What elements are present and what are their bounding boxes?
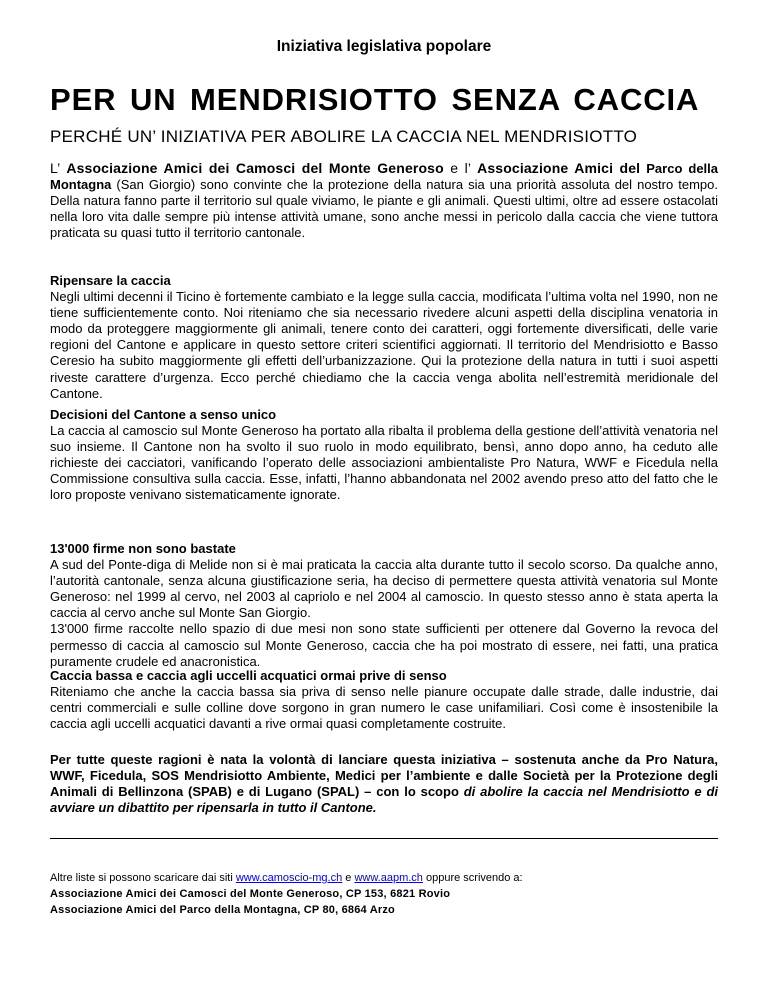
footer-text-2: e bbox=[342, 872, 355, 884]
section-heading: Decisioni del Cantone a senso unico bbox=[50, 407, 277, 422]
section-body: La caccia al camoscio sul Monte Generoso ha portato alla ribalta il problema della gestione dell’attività venatoria nel suo insieme. Il Cantone non ha svolto il suo ruolo in modo equilibrato, bensì, anno dopo anno, ha ceduto alle richieste dei cacciatori, vanificando l’operato delle associazioni ambientaliste Pro Natura, WWF e Ficedula nella Commissione consultiva sulla caccia. Esse, infatti, l’hanno abbandonata nel 2002 avendo preso atto del fatto che le loro proposte venivano sistematicamente ignorate. bbox=[50, 423, 718, 503]
document-kicker: Iniziativa legislativa popolare bbox=[276, 38, 492, 55]
intro-org-2a: Associazione Amici del bbox=[477, 160, 641, 176]
document-title: PER UN MENDRISIOTTO SENZA CACCIA bbox=[50, 82, 700, 117]
aapm-link[interactable]: www.aapm.ch bbox=[354, 872, 423, 884]
footer-text-3: oppure scrivendo a: bbox=[422, 872, 523, 884]
camoscio-link[interactable]: www.camoscio-mg.ch bbox=[235, 872, 343, 884]
intro-text-3: (San Giorgio) sono convinte che la protezione della natura sia una priorità assoluta del nostro tempo. Della natura fanno parte il territorio sul quale viviamo, le piante e gli animali. Questi ultimi, oltre ad essere ostacolati nella loro vita dalle sempre più intense attività umane, sono anche messi in pericolo dalla caccia che viene tuttora praticata su quasi tutto il territorio cantonale. bbox=[50, 177, 718, 241]
section-body: Negli ultimi decenni il Ticino è fortemente cambiato e la legge sulla caccia, modificata l’ultima volta nel 1990, non ne tiene sufficientemente conto. Noi riteniamo che sia necessario rivedere alcuni aspetti della disciplina venatoria in modo da proteggere maggiormente gli animali, tenere conto dei caratteri, oggi fortemente diversificati, delle varie regioni del Cantone e applicare in questo settore criteri scientifici aggiornati. Il territorio del Mendrisiotto e Basso Ceresio ha subito maggiormente gli effetti dell’urbanizzazione. Qui la protezione della natura in tutti i suoi aspetti riveste carattere d’urgenza. Ecco perché chiediamo che la caccia venga abolita nell’estremità meridionale del Cantone. bbox=[50, 289, 718, 401]
section-decisioni bbox=[50, 407, 718, 504]
intro-text-2: e l’ bbox=[443, 160, 478, 176]
section-body: A sud del Ponte-diga di Melide non si è mai praticata la caccia alta durante tutto il secolo scorso. Da qualche anno, l’autorità cantonale, senza alcuna giustificazione seria, ha deciso di permettere questa attività venatoria sul Monte Generoso: nel 1999 al cervo, nel 2003 al capriolo e nel 2004 al camoscio. In questo stesso anno è stata aperta la caccia al cervo anche sul Monte San Giorgio. bbox=[50, 557, 718, 621]
address-rovio: Associazione Amici dei Camosci del Monte Generoso, CP 153, 6821 Rovio bbox=[50, 888, 451, 900]
closing-italic-text: di abolire la caccia nel Mendrisiotto e di avviare un dibattito per ripensarla in tutto il Cantone. bbox=[50, 784, 718, 816]
footer-text-1: Altre liste si possono scaricare dai siti bbox=[50, 872, 236, 884]
intro-paragraph bbox=[50, 160, 718, 241]
section-heading: 13'000 firme non sono bastate bbox=[50, 541, 236, 556]
section-caccia-bassa bbox=[50, 668, 718, 732]
footer-links-line bbox=[50, 870, 718, 886]
section-ripensare bbox=[50, 273, 718, 402]
section-firme bbox=[50, 541, 718, 670]
section-heading: Caccia bassa e caccia agli uccelli acquatici ormai prive di senso bbox=[50, 668, 447, 683]
section-body: Riteniamo che anche la caccia bassa sia priva di senso nelle pianure occupate dalle strade, dalle industrie, dai centri commerciali e sulle colline dove sorgono in gran numero le case unifamiliari. Così come è insostenibile la caccia agli uccelli acquatici davanti a rive ormai quasi completamente costruite. bbox=[50, 684, 718, 732]
closing-paragraph bbox=[50, 752, 718, 816]
document-subtitle: PERCHÉ UN’ INIZIATIVA PER ABOLIRE LA CACCIA NEL MENDRISIOTTO bbox=[50, 127, 638, 146]
intro-org-1: Associazione Amici dei Camosci del Monte Generoso bbox=[66, 160, 444, 176]
footer bbox=[50, 870, 718, 918]
address-arzo: Associazione Amici del Parco della Montagna, CP 80, 6864 Arzo bbox=[50, 904, 395, 916]
intro-org-2b: Parco della Montagna bbox=[50, 161, 719, 193]
section-heading: Ripensare la caccia bbox=[50, 273, 171, 288]
section-body-2: 13'000 firme raccolte nello spazio di due mesi non sono state sufficienti per ottenere dal Governo la revoca del permesso di caccia al camoscio sul Monte Generoso, caccia che ha poi mostrato di essere, nei fatti, una pratica puramente crudele ed anacronistica. bbox=[50, 621, 718, 669]
intro-text-1: L’ bbox=[50, 160, 67, 176]
closing-bold-text: Per tutte queste ragioni è nata la volontà di lanciare questa iniziativa – sostenuta anche da Pro Natura, WWF, Ficedula, SOS Mendrisiotto Ambiente, Medici per l’ambiente e dalle Società per la Protezione degli Animali di Bellinzona (SPAB) e di Lugano (SPAL) – con lo scopo bbox=[50, 752, 718, 800]
footer-divider bbox=[50, 838, 718, 839]
